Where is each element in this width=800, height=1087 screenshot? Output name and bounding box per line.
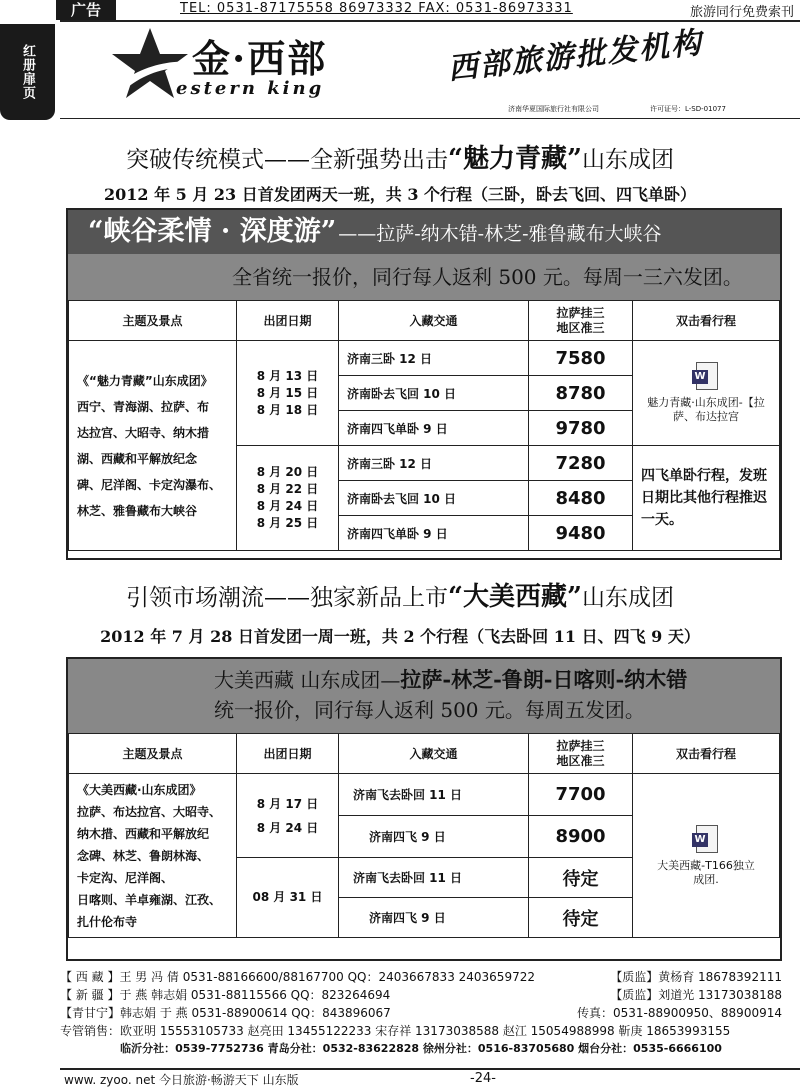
date-item: 8 月 24 日: [256, 820, 319, 835]
col-theme: 主题及景点: [69, 734, 237, 774]
transport-cell: 济南四飞 9 日: [339, 816, 529, 858]
date-item: 8 月 25 日: [256, 516, 319, 530]
theme-line: 《大美西藏·山东成团》: [77, 782, 202, 797]
page-number: -24-: [470, 1071, 496, 1086]
section1-title-bold: “魅力青藏”: [448, 144, 582, 174]
col-transport: 入藏交通: [339, 734, 529, 774]
table-row: [69, 341, 780, 376]
section2-title-prefix: 引领市场潮流——独家新品上市: [126, 585, 449, 611]
contact-text: 【 新 疆 】于 燕 韩志娟 0531-88115566 QQ：823264694: [60, 988, 391, 1002]
transport-cell: 济南四飞单卧 9 日: [339, 411, 529, 446]
table-row: [69, 774, 780, 816]
section2-band: [68, 659, 780, 733]
theme-line: 湖、西藏和平解放纪念: [77, 451, 198, 466]
logo-rule: [60, 118, 800, 119]
transport-cell: 济南四飞 9 日: [339, 898, 529, 938]
contact-supervisor: 【质监】刘道光 13173038188: [610, 988, 782, 1002]
western-king-logo: [110, 26, 420, 106]
section2-band-line2: 统一报价，同行每人返利 500 元。每周五发团。: [214, 698, 645, 722]
theme-line: 日喀则、羊卓雍湖、江孜、: [77, 892, 222, 907]
brand-script: 西部旅游批发机构: [446, 25, 705, 88]
doc-label: 大美西藏-T166独立成团.: [657, 858, 755, 886]
header-bar: [0, 0, 800, 20]
section1-box: [66, 208, 782, 560]
doc-icon[interactable]: W: [692, 825, 720, 855]
price-cell: 8900: [529, 816, 633, 858]
section1-table: [68, 300, 780, 551]
transport-cell: 济南三卧 12 日: [339, 446, 529, 481]
col-date: 出团日期: [237, 301, 339, 341]
band-route-plain: 大美西藏 山东成团—: [214, 668, 401, 692]
section1-band-route: ——拉萨-纳木错-林芝-雅鲁藏布大峡谷: [338, 223, 662, 245]
price-cell: 待定: [529, 898, 633, 938]
section2-box: [66, 657, 782, 961]
section1-subtitle: 2012 年 5 月 23 日首发团两天一班，共 3 个行程（三卧，卧去飞回、四飞单卧）: [103, 185, 697, 204]
price-cell: 7280: [529, 446, 633, 481]
price-cell: 7700: [529, 774, 633, 816]
price-cell: 8780: [529, 376, 633, 411]
col-itinerary: 双击看行程: [633, 734, 780, 774]
section1-band-price: 全省统一报价，同行每人返利 500 元。每周一三六发团。: [68, 254, 780, 300]
footer-site: www. zyoo. net 今日旅游·畅游天下 山东版: [64, 1073, 299, 1087]
price-cell: 9780: [529, 411, 633, 446]
transport-cell: 济南四飞单卧 9 日: [339, 516, 529, 551]
table-header-row: [69, 301, 780, 341]
section2-band-line1: [214, 665, 780, 695]
contact-fax: 传真：0531-88900950、88900914: [576, 1006, 782, 1020]
itinerary-doc[interactable]: [633, 774, 780, 938]
doc-icon[interactable]: W: [692, 362, 720, 392]
dates-cell: [237, 858, 339, 938]
table-header-row: [69, 734, 780, 774]
band-route-bold: 拉萨-林芝-鲁朗-日喀则-纳木错: [400, 667, 688, 692]
theme-cell: [69, 774, 237, 938]
date-item: 08 月 31 日: [252, 890, 323, 904]
brand-block: [446, 25, 750, 114]
header-index: 旅游同行免费索刊: [689, 5, 794, 20]
itinerary-doc[interactable]: [633, 341, 780, 446]
section2-title-bold: “大美西藏”: [448, 582, 582, 612]
theme-line: 拉萨、布达拉宫、大昭寺、: [77, 804, 222, 819]
doc-label: 魅力青藏·山东成团-【拉萨、布达拉宫: [647, 396, 765, 423]
col-theme: 主题及景点: [69, 301, 237, 341]
ad-tag: 广告: [56, 0, 116, 20]
theme-line: 林芝、雅鲁藏布大峡谷: [77, 503, 198, 518]
section2-subtitle: 2012 年 7 月 28 日首发团一周一班，共 2 个行程（飞去卧回 11 日、四飞 9 天）: [100, 627, 700, 646]
price-cell: 9480: [529, 516, 633, 551]
contact-text: 【青甘宁】韩志娟 于 燕 0531-88900614 QQ：843896067: [60, 1006, 391, 1020]
brand-company: 济南华夏国际旅行社有限公司: [508, 105, 599, 113]
section1-band-title: [68, 210, 780, 254]
dates-cell: [237, 774, 339, 858]
section1-band-name: “峡谷柔情 · 深度游”: [88, 216, 337, 247]
section2-table: [68, 733, 780, 938]
price-cell: 8480: [529, 481, 633, 516]
date-item: 8 月 22 日: [256, 482, 319, 496]
logo-cn: 金·西部: [192, 36, 328, 81]
theme-line: 卡定沟、尼洋阁、: [77, 870, 174, 885]
contact-row-sales: [60, 1022, 782, 1040]
date-item: 8 月 20 日: [256, 465, 319, 479]
col-itinerary: 双击看行程: [633, 301, 780, 341]
logo-en: estern king: [176, 78, 325, 99]
date-item: 8 月 24 日: [256, 499, 319, 513]
theme-line: 扎什伦布寺: [77, 914, 138, 929]
section1-title-prefix: 突破传统模式——全新强势出击: [126, 147, 449, 173]
dates-cell: [237, 341, 339, 446]
col-transport: 入藏交通: [339, 301, 529, 341]
theme-line: 达拉宫、大昭寺、纳木措: [77, 425, 210, 440]
brand-license: 许可证号：L-SD-01077: [650, 105, 726, 113]
contact-text: 专管销售：欧亚明 15553105733 赵亮田 13455122233 宋存祥 13173038588 赵江 15054988998 靳庚 18653993155: [60, 1024, 731, 1038]
dates-cell: [237, 446, 339, 551]
transport-cell: 济南卧去飞回 10 日: [339, 376, 529, 411]
date-item: 8 月 15 日: [256, 385, 319, 400]
date-item: 8 月 13 日: [256, 368, 319, 383]
section2-title: [0, 576, 800, 613]
contact-row-xinjiang: [60, 986, 782, 1004]
side-tab: 红册扉页: [0, 24, 55, 120]
footer-bar: [60, 1068, 800, 1087]
col-grade: 拉萨挂三 地区准三: [529, 734, 633, 774]
transport-cell: 济南飞去卧回 11 日: [339, 858, 529, 898]
theme-line: 念碑、林芝、鲁朗林海、: [77, 848, 210, 863]
theme-line: 碑、尼洋阁、卡定沟瀑布、: [77, 477, 222, 492]
note-cell: 四飞单卧行程，发班日期比其他行程推迟一天。: [633, 446, 780, 551]
header-contact: TEL: 0531-87175558 86973332 FAX: 0531-86973331: [180, 1, 573, 16]
col-grade: 拉萨挂三 地区准三: [529, 301, 633, 341]
contact-row-tibet: [60, 968, 782, 986]
theme-line: 西宁、青海湖、拉萨、布: [77, 399, 210, 414]
contact-row-qinggan: [60, 1004, 782, 1022]
contacts-block: [60, 968, 782, 1058]
contact-text: 【 西 藏 】王 男 冯 倩 0531-88166600/88167700 QQ：2403667833 2403659722: [60, 970, 535, 984]
theme-cell: [69, 341, 237, 551]
price-cell: 7580: [529, 341, 633, 376]
contact-supervisor: 【质监】黄杨育 18678392111: [610, 970, 782, 984]
transport-cell: 济南飞去卧回 11 日: [339, 774, 529, 816]
col-date: 出团日期: [237, 734, 339, 774]
theme-line: 纳木措、西藏和平解放纪: [77, 826, 210, 841]
transport-cell: 济南三卧 12 日: [339, 341, 529, 376]
theme-line: 《“魅力青藏”山东成团》: [77, 373, 213, 388]
contact-row-branches: 临沂分社：0539-7752736 青岛分社：0532-83622828 徐州分社：0516-83705680 烟台分社：0535-6666100: [120, 1042, 722, 1055]
section2-title-suffix: 山东成团: [581, 585, 674, 611]
date-item: 8 月 18 日: [256, 402, 319, 417]
transport-cell: 济南卧去飞回 10 日: [339, 481, 529, 516]
price-cell: 待定: [529, 858, 633, 898]
date-item: 8 月 17 日: [256, 796, 319, 811]
section1-title-suffix: 山东成团: [581, 147, 674, 173]
section1-title: [0, 138, 800, 175]
